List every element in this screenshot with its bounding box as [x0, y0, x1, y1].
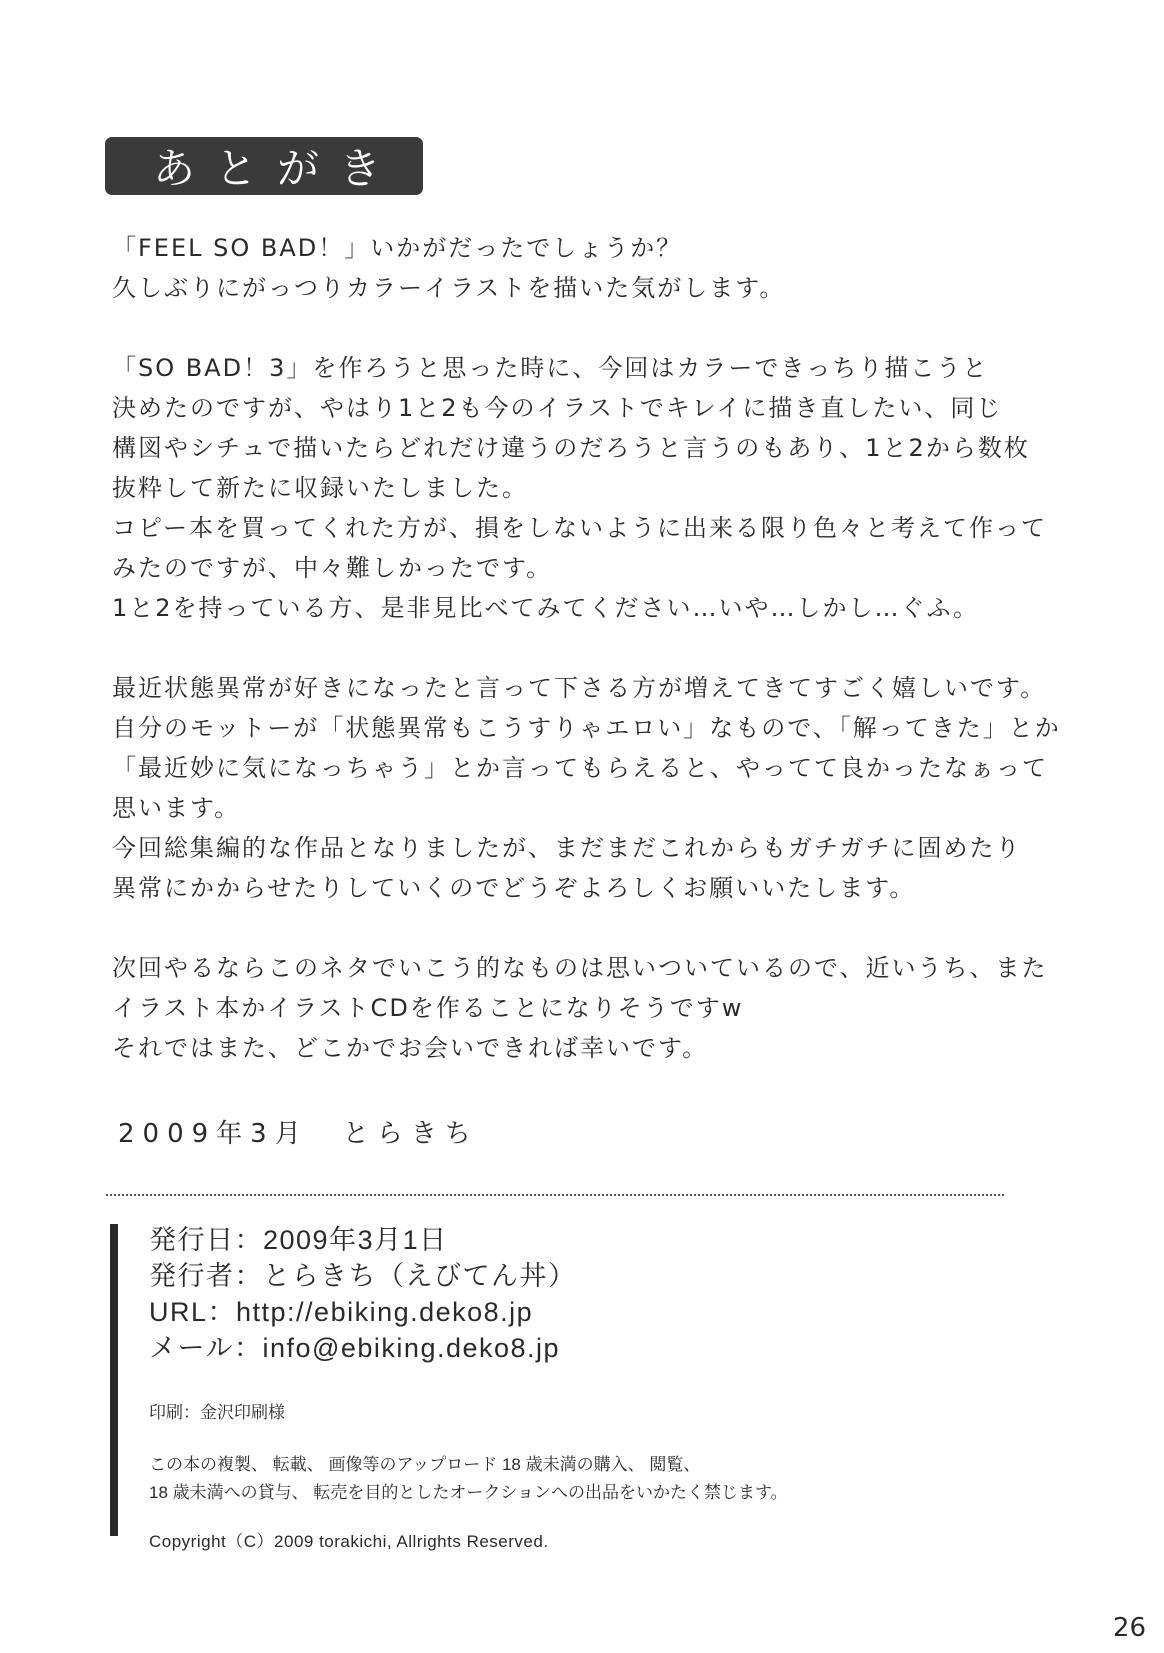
- text-line: 久しぶりにがっつりカラーイラストを描いた気がします。: [112, 274, 786, 302]
- afterword-heading: あとがき: [105, 137, 423, 195]
- page-number: 26: [1112, 1613, 1146, 1643]
- text-line: 最近状態異常が好きになったと言って下さる方が増えてきてすごく嬉しいです。: [112, 674, 1047, 702]
- paragraph: [112, 348, 1112, 628]
- copyright: Copyright（C）2009 torakichi, Allrights Reserved.: [149, 1532, 549, 1551]
- text-line: 「SO BAD！3」を作ろうと思った時に、今回はカラーできっちり描こうと: [112, 354, 989, 382]
- paragraph: [112, 948, 1112, 1068]
- text-line: 1と2を持っている方、是非見比べてみてください…いや…しかし…ぐふ。: [112, 594, 980, 622]
- afterword-body: [112, 228, 1112, 1068]
- legal-notice: [149, 1451, 788, 1507]
- text-line: 異常にかからせたりしていくのでどうぞよろしくお願いいたします。: [112, 874, 916, 902]
- paragraph: [112, 668, 1112, 908]
- text-line: 次回やるならこのネタでいこう的なものは思いついているので、近いうち、また: [112, 954, 1048, 982]
- text-line: 決めたのですが、やはり1と2も今のイラストでキレイに描き直したい、同じ: [112, 394, 1003, 422]
- notice-line: 18 歳未満への貸与、 転売を目的としたオークションへの出品をいかたく禁じます。: [149, 1483, 788, 1502]
- text-line: それではまた、どこかでお会いできれば幸いです。: [112, 1034, 709, 1062]
- text-line: コピー本を買ってくれた方が、損をしないように出来る限り色々と考えて作って: [112, 514, 1048, 542]
- text-line: 「FEEL SO BAD！」いかがだったでしょうか？: [112, 234, 683, 262]
- text-line: 抜粋して新たに収録いたしました。: [112, 474, 528, 502]
- text-line: 構図やシチュで描いたらどれだけ違うのだろうと言うのもあり、1と2から数枚: [112, 434, 1030, 462]
- colophon: [149, 1222, 788, 1552]
- email-address: メール：info@ebiking.deko8.jp: [149, 1333, 561, 1363]
- text-line: 今回総集編的な作品となりましたが、まだまだこれからもガチガチに固めたり: [112, 834, 1022, 862]
- signature: 2009年3月 とらきち: [118, 1119, 479, 1149]
- divider: [106, 1194, 1004, 1196]
- colophon-bar: [110, 1224, 118, 1536]
- text-line: 「最近妙に気になっちゃう」とか言ってもらえると、やってて良かったなぁって: [112, 754, 1048, 782]
- text-line: イラスト本かイラストCDを作ることになりそうですw: [112, 994, 744, 1022]
- text-line: 思います。: [112, 794, 241, 822]
- text-line: みたのですが、中々難しかったです。: [112, 554, 553, 582]
- publication-date: 発行日：2009年3月1日: [149, 1225, 448, 1255]
- publisher: 発行者：とらきち（えびてん丼）: [149, 1261, 577, 1291]
- notice-line: この本の複製、 転載、 画像等のアップロード 18 歳未満の購入、 閲覧、: [149, 1455, 701, 1474]
- printer: 印刷：金沢印刷様: [149, 1403, 285, 1422]
- text-line: 自分のモットーが「状態異常もこうすりゃエロい」なもので、「解ってきた」とか: [112, 714, 1061, 742]
- paragraph: [112, 228, 1112, 308]
- website-url: URL：http://ebiking.deko8.jp: [149, 1297, 534, 1327]
